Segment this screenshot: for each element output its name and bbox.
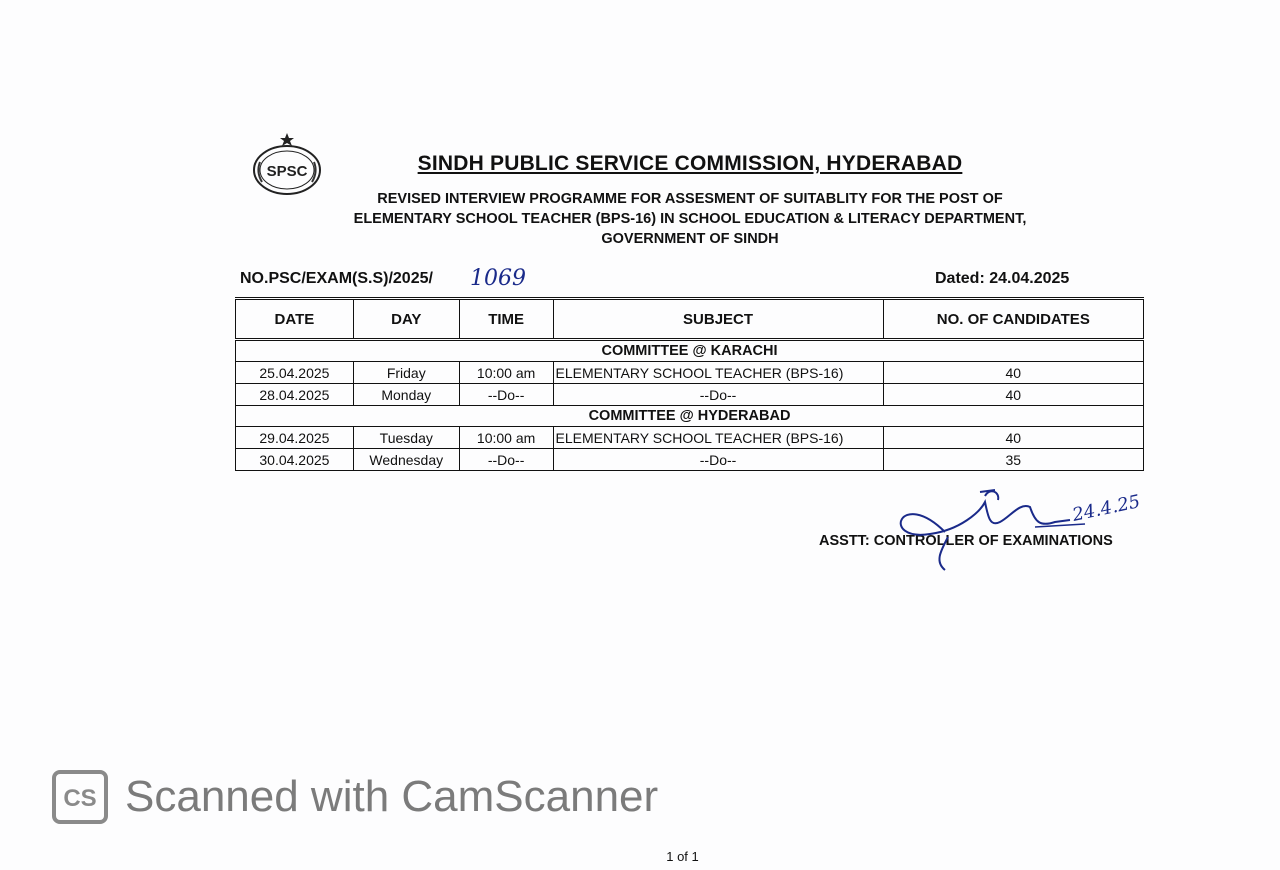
handwritten-reference-number: 1069 <box>470 266 526 291</box>
cell-time: 10:00 am <box>459 362 553 384</box>
cell-subject: ELEMENTARY SCHOOL TEACHER (BPS-16) <box>553 427 883 449</box>
cell-date: 25.04.2025 <box>236 362 354 384</box>
column-header-candidates: NO. OF CANDIDATES <box>883 299 1143 340</box>
column-header-day: DAY <box>353 299 459 340</box>
table-header-row <box>236 299 1144 340</box>
interview-schedule-table <box>235 297 1144 471</box>
cell-date: 29.04.2025 <box>236 427 354 449</box>
column-header-date: DATE <box>236 299 354 340</box>
cell-time: --Do-- <box>459 384 553 406</box>
page-title: SINDH PUBLIC SERVICE COMMISSION, HYDERABAD <box>417 152 963 175</box>
column-header-subject: SUBJECT <box>553 299 883 340</box>
document-date: Dated: 24.04.2025 <box>935 270 1070 287</box>
cell-candidates: 40 <box>883 427 1143 449</box>
committee-row <box>236 406 1144 427</box>
cell-day: Tuesday <box>353 427 459 449</box>
cell-day: Wednesday <box>353 449 459 471</box>
cell-date: 28.04.2025 <box>236 384 354 406</box>
table-row <box>236 449 1144 471</box>
cell-time: --Do-- <box>459 449 553 471</box>
cell-candidates: 35 <box>883 449 1143 471</box>
camscanner-watermark: Scanned with CamScanner <box>125 772 659 821</box>
subtitle-line: GOVERNMENT OF SINDH <box>601 231 779 247</box>
camscanner-logo-icon <box>52 770 108 824</box>
document-subtitle <box>260 189 1120 249</box>
column-header-time: TIME <box>459 299 553 340</box>
reference-number: NO.PSC/EXAM(S.S)/2025/ <box>240 270 433 287</box>
table-row <box>236 362 1144 384</box>
cell-subject: --Do-- <box>553 449 883 471</box>
committee-name: COMMITTEE @ KARACHI <box>236 340 1144 362</box>
cell-subject: --Do-- <box>553 384 883 406</box>
svg-text:SPSC: SPSC <box>266 163 308 180</box>
cell-candidates: 40 <box>883 384 1143 406</box>
cell-subject: ELEMENTARY SCHOOL TEACHER (BPS-16) <box>553 362 883 384</box>
cell-date: 30.04.2025 <box>236 449 354 471</box>
cell-candidates: 40 <box>883 362 1143 384</box>
table-row <box>236 427 1144 449</box>
signatory-title: ASSTT: CONTROLLER OF EXAMINATIONS <box>819 533 1113 549</box>
page-indicator: 1 of 1 <box>666 849 699 864</box>
table-row <box>236 384 1144 406</box>
subtitle-line: ELEMENTARY SCHOOL TEACHER (BPS-16) IN SCHOOL EDUCATION & LITERACY DEPARTMENT, <box>353 211 1027 227</box>
cell-day: Monday <box>353 384 459 406</box>
svg-text:CS: CS <box>63 785 97 812</box>
cell-day: Friday <box>353 362 459 384</box>
subtitle-line: REVISED INTERVIEW PROGRAMME FOR ASSESMENT OF SUITABLITY FOR THE POST OF <box>377 191 1003 207</box>
committee-name: COMMITTEE @ HYDERABAD <box>236 406 1144 427</box>
cell-time: 10:00 am <box>459 427 553 449</box>
handwritten-signature-date: 24.4.25 <box>1070 491 1143 526</box>
committee-row <box>236 340 1144 362</box>
